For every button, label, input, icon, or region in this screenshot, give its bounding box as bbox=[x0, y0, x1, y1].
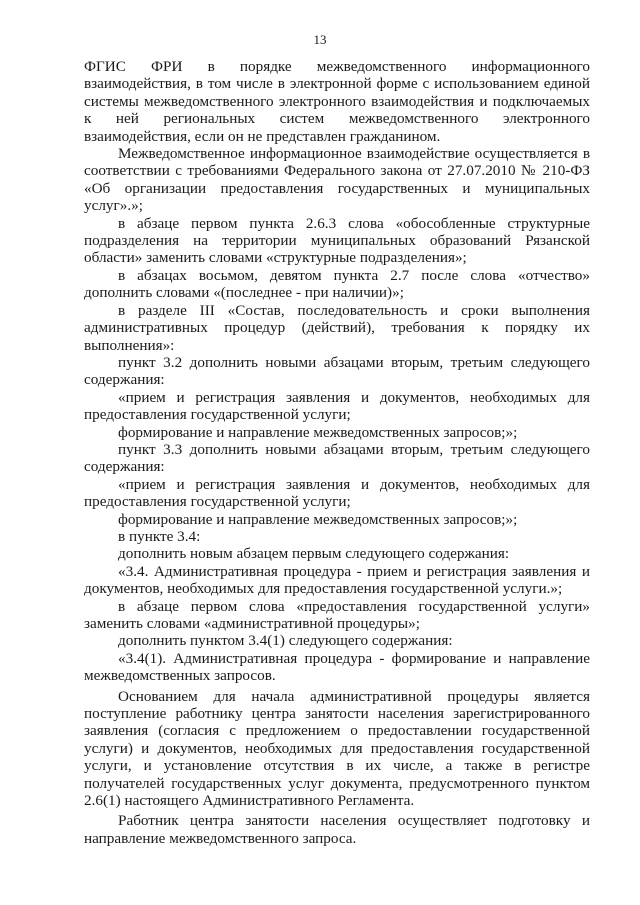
paragraph: «3.4. Административная процедура - прием и регистрация заявления и документов, необходимых для предоставления государственной услуги.»; bbox=[84, 562, 590, 598]
document-body bbox=[84, 58, 590, 847]
paragraph: пункт 3.2 дополнить новыми абзацами вторым, третьим следующего содержания: bbox=[84, 353, 590, 389]
paragraph: «прием и регистрация заявления и документов, необходимых для предоставления государственной услуги; bbox=[84, 388, 590, 424]
paragraph: в пункте 3.4: bbox=[118, 527, 201, 545]
paragraph: пункт 3.3 дополнить новыми абзацами вторым, третьим следующего содержания: bbox=[84, 440, 590, 476]
paragraph: в разделе III «Состав, последовательность и сроки выполнения административных процедур (действий), требования к порядку их выполнения»: bbox=[84, 301, 590, 354]
paragraph: дополнить новым абзацем первым следующего содержания: bbox=[118, 545, 510, 563]
paragraph: Межведомственное информационное взаимодействие осуществляется в соответствии с требованиями Федерального закона от 27.07.2010 № 210-ФЗ «Об организации предоставления государственных и муниципальных услуг».»; bbox=[84, 145, 590, 215]
paragraph: Работник центра занятости населения осуществляет подготовку и направление межведомственного запроса. bbox=[84, 812, 590, 847]
paragraph: дополнить пунктом 3.4(1) следующего содержания: bbox=[118, 632, 453, 650]
paragraph: «прием и регистрация заявления и документов, необходимых для предоставления государственной услуги; bbox=[84, 475, 590, 511]
paragraph: формирование и направление межведомственных запросов;»; bbox=[118, 510, 518, 528]
paragraph: «3.4(1). Административная процедура - формирование и направление межведомственных запросов. bbox=[84, 649, 590, 685]
paragraph: Основанием для начала административной процедуры является поступление работнику центра занятости населения зарегистрированного заявления (согласия с предложением о предоставлении государственной услуги) и документов, необходимых для предоставления государственной услуги, и установление отсутствия в их числе, а также в регистре получателей государственных услуг документа, предусмотренного пунктом 2.6(1) настоящего Административного Регламента. bbox=[84, 687, 590, 810]
paragraph: в абзацах восьмом, девятом пункта 2.7 после слова «отчество» дополнить словами «(последнее - при наличии)»; bbox=[84, 266, 590, 302]
paragraph: в абзаце первом пункта 2.6.3 слова «обособленные структурные подразделения на территории муниципальных образований Рязанской области» заменить словами «структурные подразделения»; bbox=[84, 214, 590, 267]
paragraph: в абзаце первом слова «предоставления государственной услуги» заменить словами «административной процедуры»; bbox=[84, 597, 590, 632]
page-number: 13 bbox=[313, 32, 327, 47]
paragraph: ФГИС ФРИ в порядке межведомственного информационного взаимодействия, в том числе в электронной форме с использованием единой системы межведомственного электронного взаимодействия и подключаемых к ней региональных систем межведомственного электронного взаимодействия, если он не представлен гражданином. bbox=[84, 58, 590, 145]
paragraph: формирование и направление межведомственных запросов;»; bbox=[118, 423, 518, 441]
